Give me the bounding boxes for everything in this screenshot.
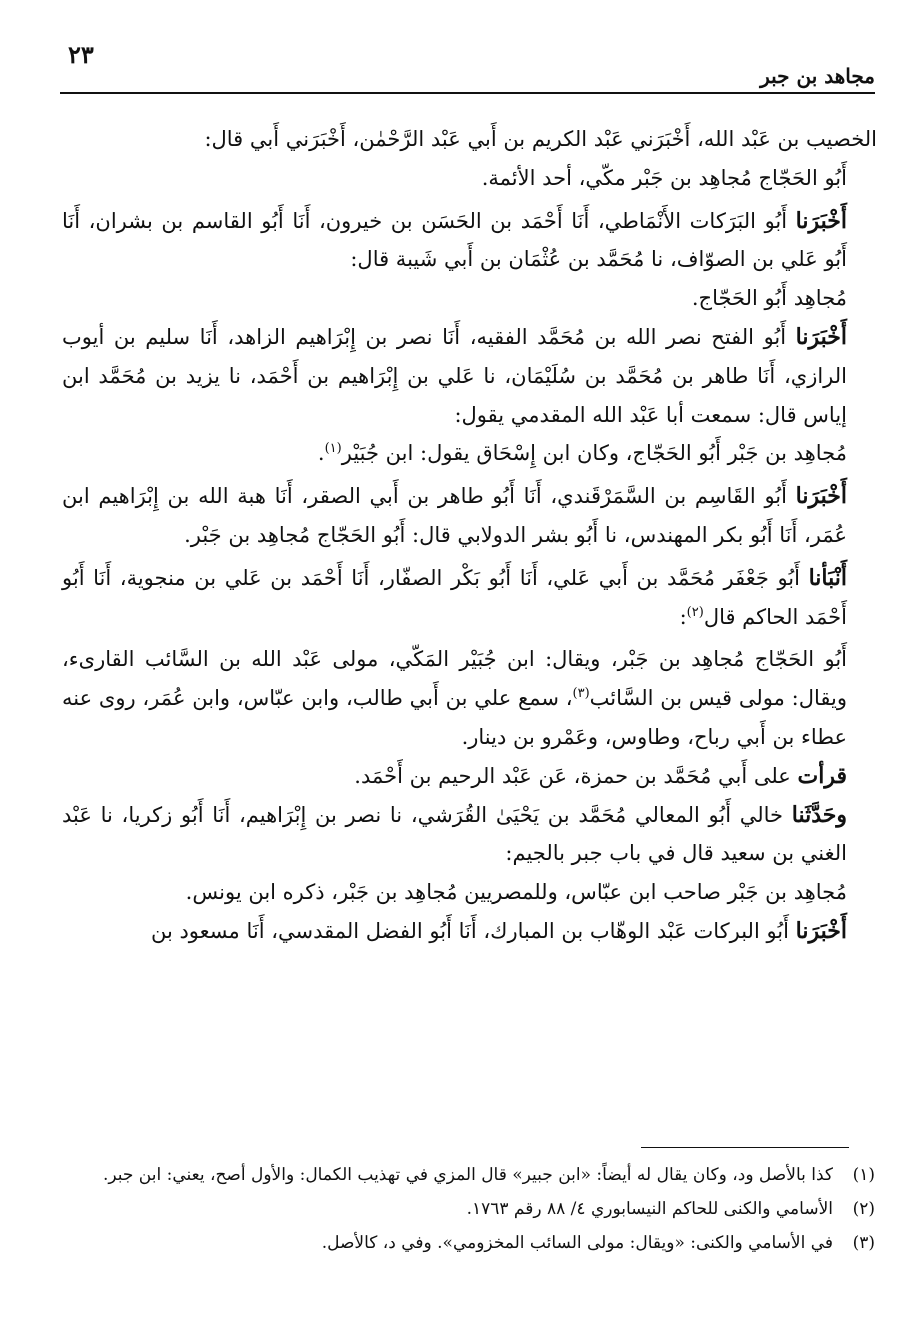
paragraph-text: أَبُو البَرَكات الأَنْمَاطي، أَنَا أَحْمَد بن الحَسَن بن خيرون، أَنَا أَبُو القاسم بن بشران، أَنَا أَبُو عَلي بن الصوّاف، نا مُحَمَّد بن عُثْمَان بن أَبي شَيبة قال:: [62, 208, 847, 272]
paragraph-text-after: ، سمع علي بن أَبي طالب، وابن عبّاس، وابن عُمَر، روى عنه عطاء بن أَبي رباح، وطاوس، وعَمْرو بن دينار.: [62, 686, 847, 749]
paragraph: [62, 120, 877, 159]
paragraph: [62, 757, 877, 796]
footnotes: [60, 1158, 875, 1260]
footnote-ref: (٢): [686, 604, 704, 620]
keyword: أَخْبَرَنا: [795, 483, 847, 510]
footnote: [60, 1192, 875, 1226]
keyword: أَخْبَرَنا: [795, 323, 847, 350]
paragraph-text-after: :: [679, 604, 687, 629]
paragraph: [62, 279, 877, 318]
paragraph-text: أَبُو الفتح نصر الله بن مُحَمَّد الفقيه، أَنَا نصر بن إِبْرَاهيم الزاهد، أَنَا سليم بن أيوب الرازي، أَنَا طاهر بن مُحَمَّد بن سُلَيْمَان، نا عَلي بن إِبْرَاهيم بن أَحْمَد، نا يزيد بن مُحَمَّد ابن إياس قال: سمعت أبا عَبْد الله المقدمي يقول:: [62, 324, 847, 427]
page-number: ٢٣: [68, 40, 94, 69]
paragraph-text: أَبُو البركات عَبْد الوهّاب بن المبارك، أَنَا أَبُو الفضل المقدسي، أَنَا مسعود بن: [150, 918, 796, 943]
footnote-divider: [641, 1147, 849, 1148]
keyword: وحَدَّثَنا: [791, 801, 847, 828]
footnote: [60, 1226, 875, 1260]
paragraph: [62, 796, 877, 874]
paragraph-text-after: .: [317, 441, 325, 466]
keyword: قرأت: [797, 762, 847, 789]
paragraph: [62, 202, 877, 280]
paragraph: [62, 912, 877, 951]
footnote-text: في الأسامي والكنى: «ويقال: مولى السائب المخزومي». وفي د، كالأصل.: [321, 1233, 833, 1253]
paragraph-text: مُجاهِد بن جَبْر صاحب ابن عبّاس، وللمصريين مُجاهِد بن جَبْر، ذكره ابن يونس.: [185, 880, 847, 905]
footnote-text: كذا بالأصل ود، وكان يقال له أيضاً: «ابن جبير» قال المزي في تهذيب الكمال: والأول أصح، يعني: ابن جبر.: [102, 1165, 833, 1185]
paragraph-text: مُجاهِد بن جَبْر أَبُو الحَجّاج، وكان ابن إِسْحَاق يقول: ابن جُبَيْر: [341, 441, 847, 466]
footnote-ref: (١): [324, 441, 342, 457]
paragraph: [62, 159, 877, 198]
keyword: أَخْبَرَنا: [795, 917, 847, 944]
keyword: أَنْبَأنا: [808, 564, 847, 591]
paragraph: [62, 559, 877, 637]
footnote-number: (٢): [852, 1199, 875, 1219]
footnote: [60, 1158, 875, 1192]
paragraph: [62, 640, 877, 756]
paragraph-text: أَبُو القَاسِم بن السَّمَرْقَندي، أَنَا أَبُو طاهر بن أَبي الصقر، أَنَا هبة الله بن إِبْرَاهيم ابن عُمَر، أَنَا أَبُو بكر المهندس، نا أَبُو بشر الدولابي قال: أَبُو الحَجّاج مُجاهِد بن جَبْر.: [62, 484, 847, 547]
main-text: [62, 120, 877, 951]
footnote-ref: (٣): [572, 686, 590, 702]
paragraph-text: الخصيب بن عَبْد الله، أَخْبَرَني عَبْد الكريم بن أَبي عَبْد الرَّحْمٰن، أَخْبَرَني أَبي قال:: [204, 127, 877, 151]
paragraph-text: أَبُو الحَجّاج مُجاهِد بن جَبْر مكّي، أحد الأئمة.: [481, 165, 847, 190]
running-title: مجاهد بن جبر: [760, 64, 875, 88]
paragraph-text: أَبُو الحَجّاج مُجاهِد بن جَبْر، ويقال: ابن جُبَيْر المَكّي، مولى عَبْد الله بن السَّائب القارىء، ويقال: مولى قيس بن السَّائب: [62, 647, 848, 711]
paragraph: [62, 434, 877, 473]
paragraph: [62, 873, 877, 912]
footnote-number: (٣): [852, 1233, 875, 1253]
keyword: أَخْبَرَنا: [795, 207, 847, 234]
paragraph-text: خالي أَبُو المعالي مُحَمَّد بن يَحْيَىٰ القُرَشي، نا نصر بن إِبْرَاهيم، أَنَا أَبُو زكريا، نا عَبْد الغني بن سعيد قال في باب جبر بالجيم:: [62, 802, 847, 866]
paragraph: [62, 477, 877, 555]
paragraph-text: على أَبي مُحَمَّد بن حمزة، عَن عَبْد الرحيم بن أَحْمَد.: [354, 763, 798, 788]
footnote-text: الأسامي والكنى للحاكم النيسابوري ٤/ ٨٨ رقم ١٧٦٣.: [466, 1199, 833, 1219]
paragraph-text: مُجاهِد أَبُو الحَجّاج.: [691, 286, 847, 311]
page-header: [60, 40, 875, 94]
footnote-number: (١): [852, 1165, 875, 1185]
paragraph: [62, 318, 877, 434]
paragraph-text: أَبُو جَعْفَر مُحَمَّد بن أَبي عَلي، أَنَا أَبُو بَكْر الصفّار، أَنَا أَحْمَد بن عَلي بن منجوية، أَنَا أَبُو أَحْمَد الحاكم قال: [62, 565, 847, 629]
